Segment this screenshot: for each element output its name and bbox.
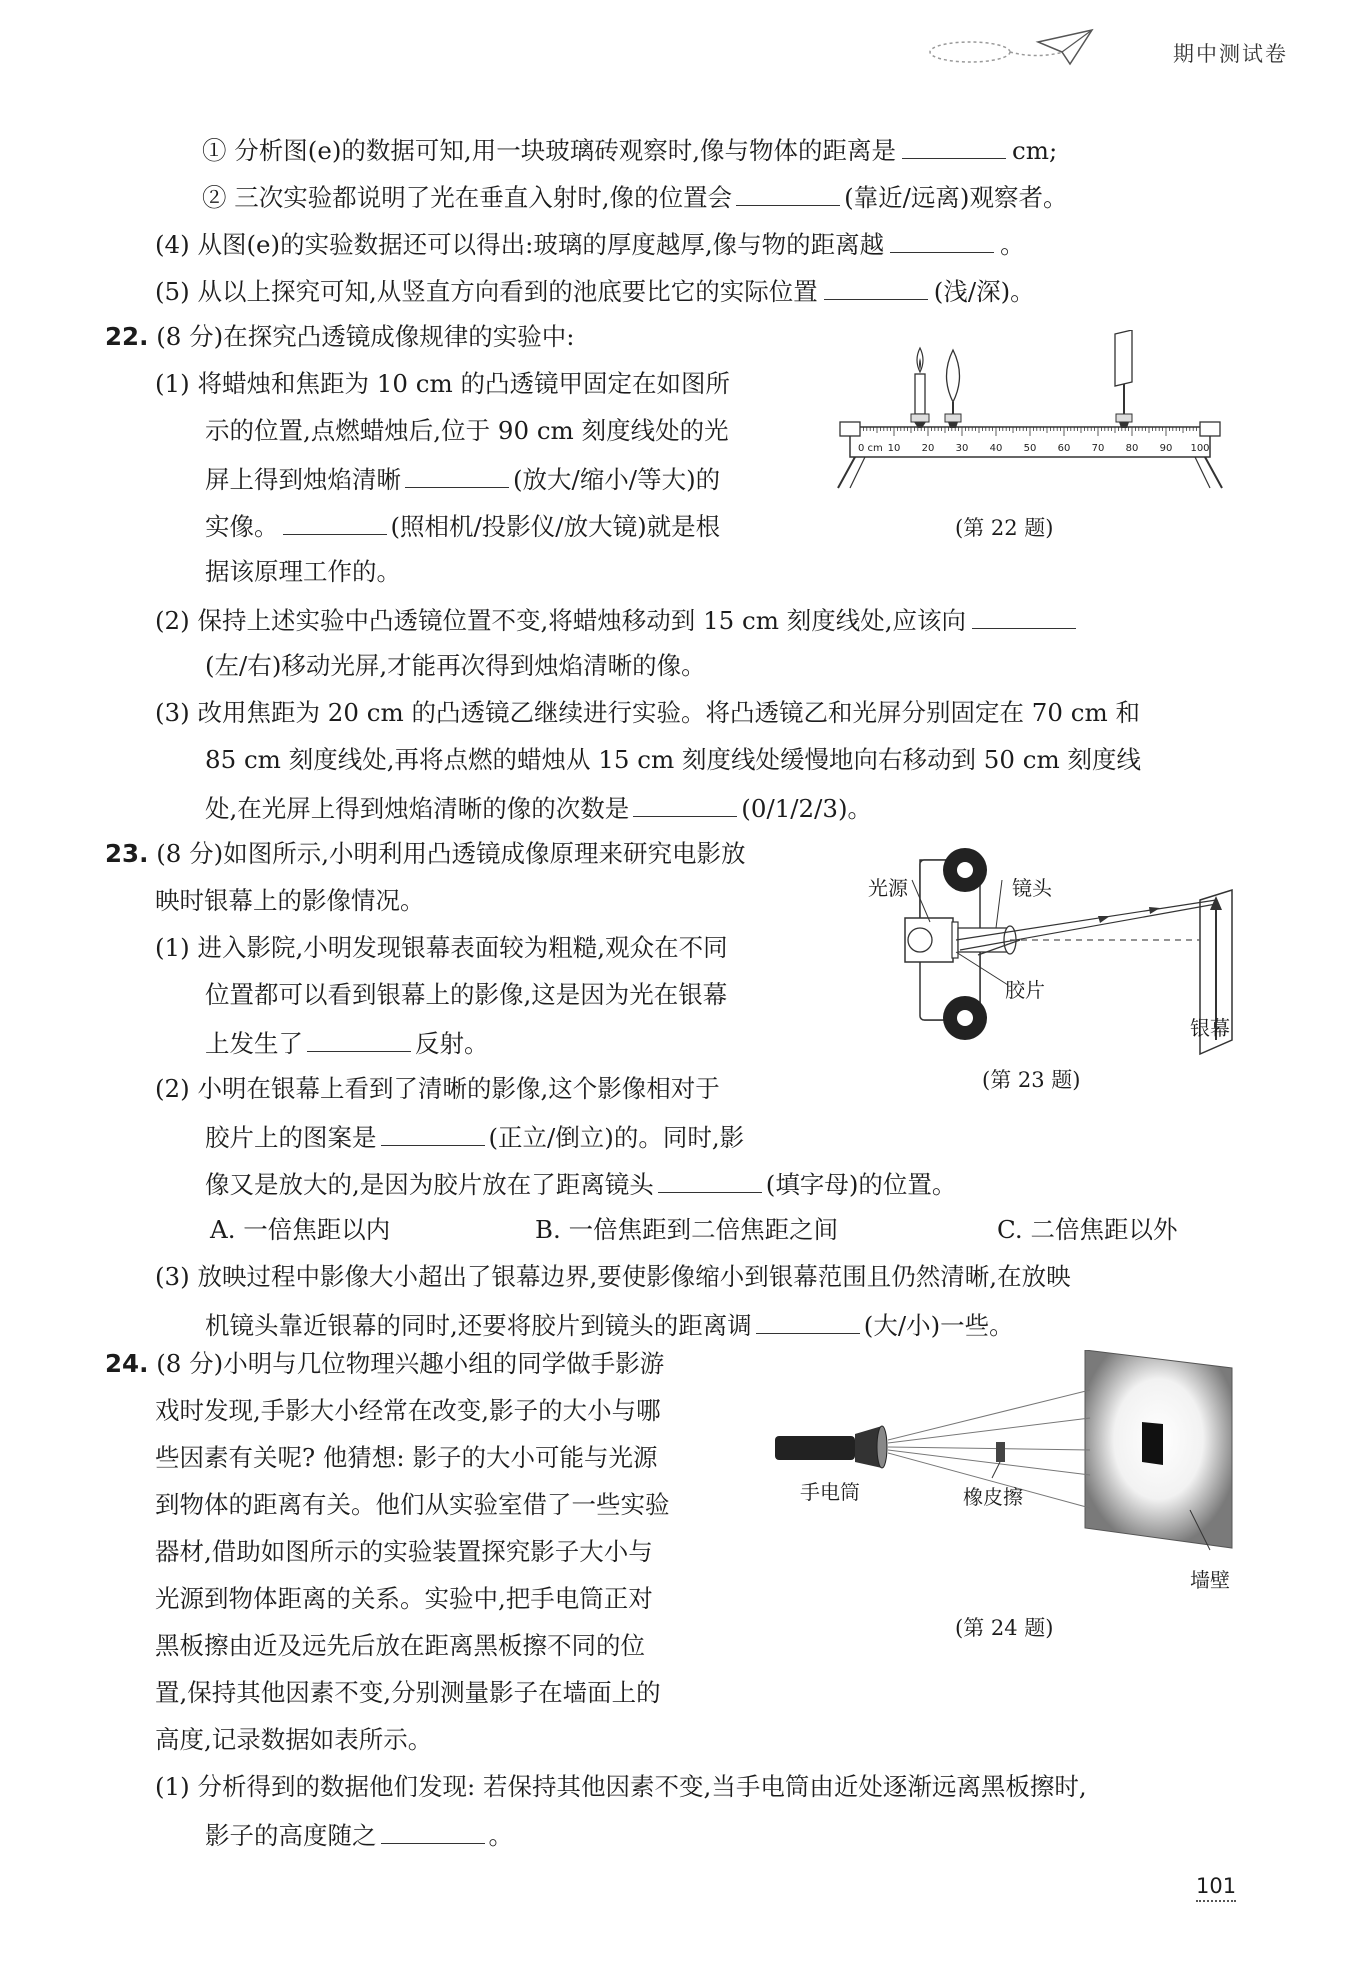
answer-blank[interactable] — [658, 1166, 762, 1193]
text-line: 实像。 (照相机/投影仪/放大镜)就是根 — [205, 508, 720, 544]
text-line: 黑板擦由近及远先后放在距离黑板擦不同的位 — [155, 1631, 645, 1660]
option-b[interactable]: B. 一倍焦距到二倍焦距之间 — [535, 1215, 839, 1244]
answer-blank[interactable] — [824, 273, 928, 300]
ruler-tick-label: 100 — [1190, 443, 1210, 454]
text-line: 影子的高度随之 。 — [205, 1817, 513, 1853]
text-line: 上发生了 反射。 — [205, 1025, 489, 1061]
label-screen: 银幕 — [1190, 1016, 1230, 1040]
ruler-tick-label: 80 — [1125, 443, 1139, 454]
text-line: 光源到物体距离的关系。实验中,把手电筒正对 — [155, 1584, 653, 1613]
text-line: (3) 放映过程中影像大小超出了银幕边界,要使影像缩小到银幕范围且仍然清晰,在放映 — [155, 1262, 1071, 1291]
flashlight-icon — [775, 1426, 887, 1468]
ruler-tick-label: 60 — [1057, 443, 1071, 454]
answer-blank[interactable] — [307, 1025, 411, 1052]
q23-stem: 23. (8 分)如图所示,小明利用凸透镜成像原理来研究电影放 — [105, 839, 746, 868]
text-line: 胶片上的图案是 (正立/倒立)的。同时,影 — [205, 1119, 744, 1155]
text-line: 映时银幕上的影像情况。 — [155, 886, 425, 915]
text-line: 位置都可以看到银幕上的影像,这是因为光在银幕 — [205, 980, 728, 1009]
text-line: ② 三次实验都说明了光在垂直入射时,像的位置会 (靠近/远离)观察者。 — [202, 179, 1067, 215]
figure-flashlight-shadow — [770, 1350, 1240, 1560]
ruler-tick-label: 70 — [1091, 443, 1105, 454]
text-line: (1) 将蜡烛和焦距为 10 cm 的凸透镜甲固定在如图所 — [155, 369, 730, 398]
answer-blank[interactable] — [405, 461, 509, 488]
text-line: 置,保持其他因素不变,分别测量影子在墙面上的 — [155, 1678, 661, 1707]
text-line: (1) 进入影院,小明发现银幕表面较为粗糙,观众在不同 — [155, 933, 728, 962]
page-number: 101 — [1196, 1874, 1236, 1902]
paper-plane-icon — [1038, 30, 1092, 64]
eraser-icon — [996, 1442, 1005, 1462]
answer-blank[interactable] — [381, 1817, 485, 1844]
lens-tube — [958, 928, 1008, 952]
text-line: 高度,记录数据如表所示。 — [155, 1725, 433, 1754]
text-line: 示的位置,点燃蜡烛后,位于 90 cm 刻度线处的光 — [205, 416, 729, 445]
light-screen-icon — [1115, 330, 1132, 428]
text-line: (2) 保持上述实验中凸透镜位置不变,将蜡烛移动到 15 cm 刻度线处,应该向 — [155, 602, 1076, 638]
q24-stem: 24. (8 分)小明与几位物理兴趣小组的同学做手影游 — [105, 1349, 665, 1378]
ruler-tick-label: 20 — [921, 443, 935, 454]
answer-blank[interactable] — [381, 1119, 485, 1146]
label-film: 胶片 — [1005, 978, 1045, 1002]
text-line: 85 cm 刻度线处,再将点燃的蜡烛从 15 cm 刻度线处缓慢地向右移动到 50 cm 刻度线 — [205, 745, 1141, 774]
answer-blank[interactable] — [972, 602, 1076, 629]
label-wall: 墙壁 — [1190, 1568, 1230, 1592]
ruler-tick-label: 10 — [887, 443, 901, 454]
answer-blank[interactable] — [902, 132, 1006, 159]
answer-blank[interactable] — [736, 179, 840, 206]
page-header-title: 期中测试卷 — [1173, 42, 1288, 66]
text-line: 屏上得到烛焰清晰 (放大/缩小/等大)的 — [205, 461, 720, 497]
q22-stem: 22. (8 分)在探究凸透镜成像规律的实验中: — [105, 322, 575, 351]
ruler-tick-label: 30 — [955, 443, 969, 454]
text-line: 机镜头靠近银幕的同时,还要将胶片到镜头的距离调 (大/小)一些。 — [205, 1307, 1014, 1343]
text-line: 器材,借助如图所示的实验装置探究影子大小与 — [155, 1537, 653, 1566]
label-eraser: 橡皮擦 — [963, 1485, 1023, 1509]
option-a[interactable]: A. 一倍焦距以内 — [210, 1215, 391, 1244]
answer-blank[interactable] — [756, 1307, 860, 1334]
text-line: (左/右)移动光屏,才能再次得到烛焰清晰的像。 — [205, 651, 706, 680]
text-line: 戏时发现,手影大小经常在改变,影子的大小与哪 — [155, 1396, 661, 1425]
label-flashlight: 手电筒 — [800, 1480, 860, 1504]
answer-blank[interactable] — [890, 226, 994, 253]
text-line: (1) 分析得到的数据他们发现: 若保持其他因素不变,当手电筒由近处逐渐远离黑板擦时, — [155, 1772, 1087, 1801]
answer-blank[interactable] — [283, 508, 387, 535]
label-lens: 镜头 — [1012, 876, 1052, 900]
text-line: (4) 从图(e)的实验数据还可以得出:玻璃的厚度越厚,像与物的距离越 。 — [155, 226, 1025, 262]
figure-caption: (第 24 题) — [955, 1616, 1054, 1640]
text-line: (5) 从以上探究可知,从竖直方向看到的池底要比它的实际位置 (浅/深)。 — [155, 273, 1035, 309]
option-c[interactable]: C. 二倍焦距以外 — [997, 1215, 1178, 1244]
figure-caption: (第 22 题) — [955, 516, 1054, 540]
text-line: (3) 改用焦距为 20 cm 的凸透镜乙继续进行实验。将凸透镜乙和光屏分别固定在 70 cm 和 — [155, 698, 1140, 727]
text-line: 些因素有关呢? 他猜想: 影子的大小可能与光源 — [155, 1443, 658, 1472]
header-decoration — [920, 20, 1100, 80]
text-line: 到物体的距离有关。他们从实验室借了一些实验 — [155, 1490, 670, 1519]
convex-lens-icon — [945, 350, 961, 428]
ruler-tick-label: 0 cm — [858, 443, 883, 454]
answer-blank[interactable] — [633, 790, 737, 817]
figure-caption: (第 23 题) — [982, 1068, 1081, 1092]
ruler-tick-label: 40 — [989, 443, 1003, 454]
text-line: 像又是放大的,是因为胶片放在了距离镜头 (填字母)的位置。 — [205, 1166, 956, 1202]
label-light-source: 光源 — [868, 876, 908, 900]
text-line: ① 分析图(e)的数据可知,用一块玻璃砖观察时,像与物体的距离是 cm; — [202, 132, 1057, 168]
text-line: 据该原理工作的。 — [205, 557, 401, 586]
shadow — [1142, 1422, 1163, 1465]
candle-icon — [911, 348, 929, 428]
ruler-tick-label: 90 — [1159, 443, 1173, 454]
figure-optical-bench — [810, 330, 1250, 510]
ruler-tick-label: 50 — [1023, 443, 1037, 454]
text-line: 处,在光屏上得到烛焰清晰的像的次数是 (0/1/2/3)。 — [205, 790, 872, 826]
text-line: (2) 小明在银幕上看到了清晰的影像,这个影像相对于 — [155, 1074, 720, 1103]
bulb-icon — [908, 928, 932, 952]
